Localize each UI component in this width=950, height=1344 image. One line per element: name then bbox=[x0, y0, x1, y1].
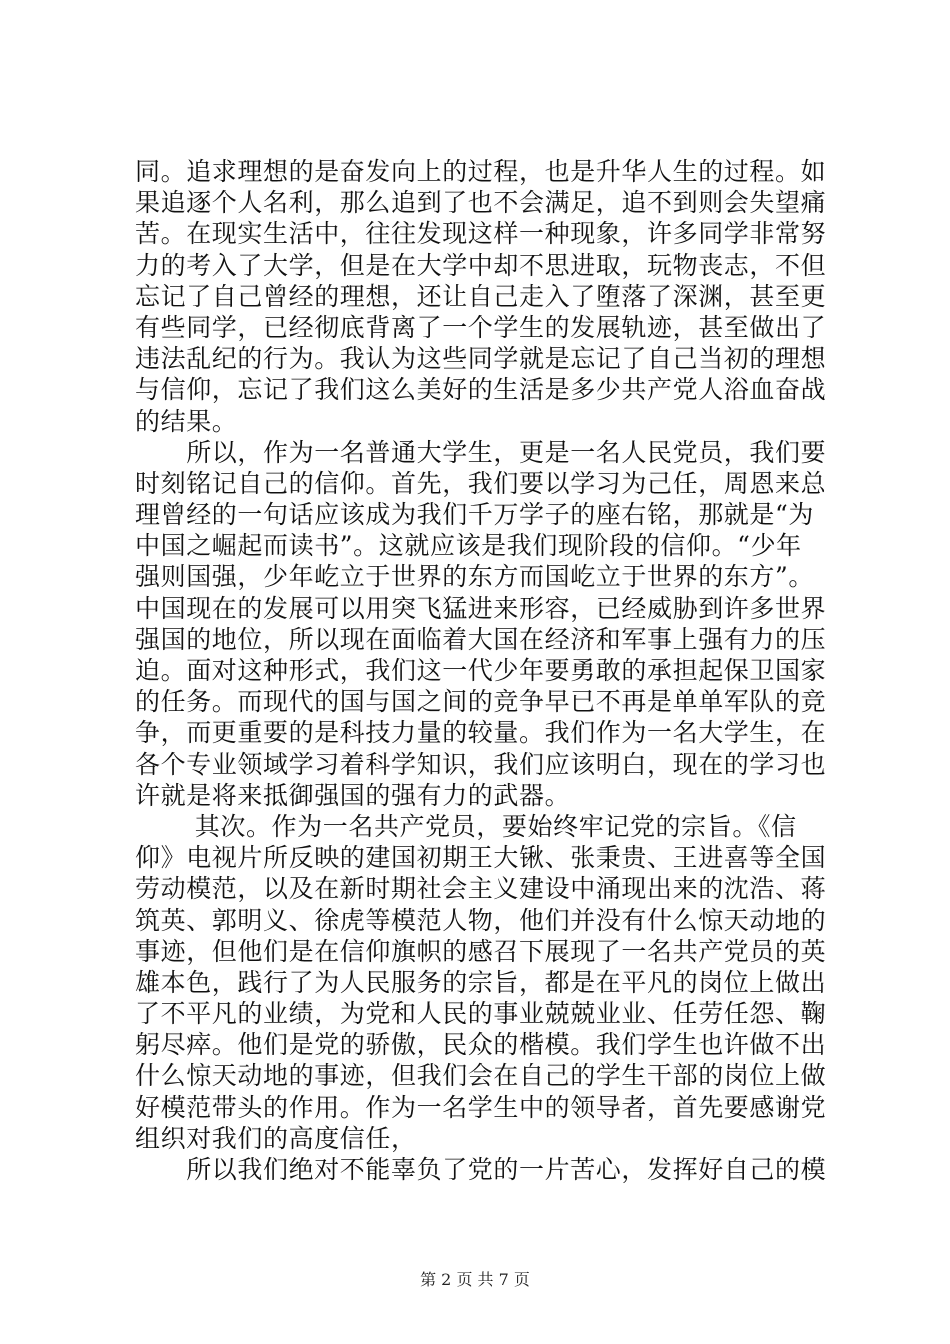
text-line: 事迹，但他们是在信仰旗帜的感召下展现了一名共产党员的英 bbox=[135, 936, 827, 966]
text-line: 有些同学，已经彻底背离了一个学生的发展轨迹，甚至做出了 bbox=[135, 312, 827, 342]
text-line: 许就是将来抵御强国的强有力的武器。 bbox=[135, 780, 571, 810]
text-line: 苦。在现实生活中，往往发现这样一种现象，许多同学非常努 bbox=[135, 219, 827, 249]
text-line: 同。追求理想的是奋发向上的过程，也是升华人生的过程。如 bbox=[135, 157, 827, 186]
text-line: 仰》电视片所反映的建国初期王大锹、张秉贵、王进喜等全国 bbox=[135, 843, 827, 873]
document-body bbox=[135, 156, 835, 1185]
text-line: 力的考入了大学，但是在大学中却不思进取，玩物丧志，不但 bbox=[135, 250, 827, 280]
text-line: 果追逐个人名利，那么追到了也不会满足，追不到则会失望痛 bbox=[135, 188, 827, 218]
text-line: 争，而更重要的是科技力量的较量。我们作为一名大学生，在 bbox=[135, 718, 827, 748]
text-line: 时刻铭记自己的信仰。首先，我们要以学习为己任，周恩来总 bbox=[135, 468, 827, 498]
text-line: 各个专业领域学习着科学知识，我们应该明白，现在的学习也 bbox=[135, 749, 827, 779]
text-line: 强则国强，少年屹立于世界的东方而国屹立于世界的东方”。 bbox=[135, 562, 814, 592]
text-line: 其次。作为一名共产党员，要始终牢记党的宗旨。《信 bbox=[135, 811, 797, 841]
text-line: 中国之崛起而读书”。这就应该是我们现阶段的信仰。“少年 bbox=[135, 531, 802, 561]
text-line: 与信仰，忘记了我们这么美好的生活是多少共产党人浴血奋战 bbox=[135, 375, 827, 405]
text-line: 好模范带头的作用。作为一名学生中的领导者，首先要感谢党 bbox=[135, 1092, 827, 1122]
text-line: 理曾经的一句话应该成为我们千万学子的座右铭，那就是“为 bbox=[135, 500, 814, 530]
text-line: 所以我们绝对不能辜负了党的一片苦心，发挥好自己的模 bbox=[135, 1155, 827, 1184]
page-number-footer: 第 2 页 共 7 页 bbox=[420, 1270, 530, 1289]
text-line: 中国现在的发展可以用突飞猛进来形容，已经威胁到许多世界 bbox=[135, 593, 827, 623]
text-line: 的结果。 bbox=[135, 406, 238, 436]
text-line: 强国的地位，所以现在面临着大国在经济和军事上强有力的压 bbox=[135, 624, 827, 654]
text-line: 违法乱纪的行为。我认为这些同学就是忘记了自己当初的理想 bbox=[135, 344, 827, 374]
text-line: 躬尽瘁。他们是党的骄傲，民众的楷模。我们学生也许做不出 bbox=[135, 1030, 827, 1060]
text-line: 什么惊天动地的事迹，但我们会在自己的学生干部的岗位上做 bbox=[135, 1061, 827, 1091]
text-line: 组织对我们的高度信任， bbox=[135, 1123, 417, 1153]
text-line: 忘记了自己曾经的理想，还让自己走入了堕落了深渊，甚至更 bbox=[135, 281, 827, 311]
text-line: 所以，作为一名普通大学生，更是一名人民党员，我们要 bbox=[135, 437, 827, 467]
text-line: 筑英、郭明义、徐虎等模范人物，他们并没有什么惊天动地的 bbox=[135, 905, 827, 935]
text-line: 劳动模范，以及在新时期社会主义建设中涌现出来的沈浩、蒋 bbox=[135, 874, 827, 904]
text-line: 了不平凡的业绩，为党和人民的事业兢兢业业、任劳任怨、鞠 bbox=[135, 999, 827, 1029]
text-line: 迫。面对这种形式，我们这一代少年要勇敢的承担起保卫国家 bbox=[135, 656, 827, 685]
text-line: 雄本色，践行了为人民服务的宗旨，都是在平凡的岗位上做出 bbox=[135, 967, 827, 997]
text-line: 的任务。而现代的国与国之间的竞争早已不再是单单军队的竞 bbox=[135, 687, 827, 717]
